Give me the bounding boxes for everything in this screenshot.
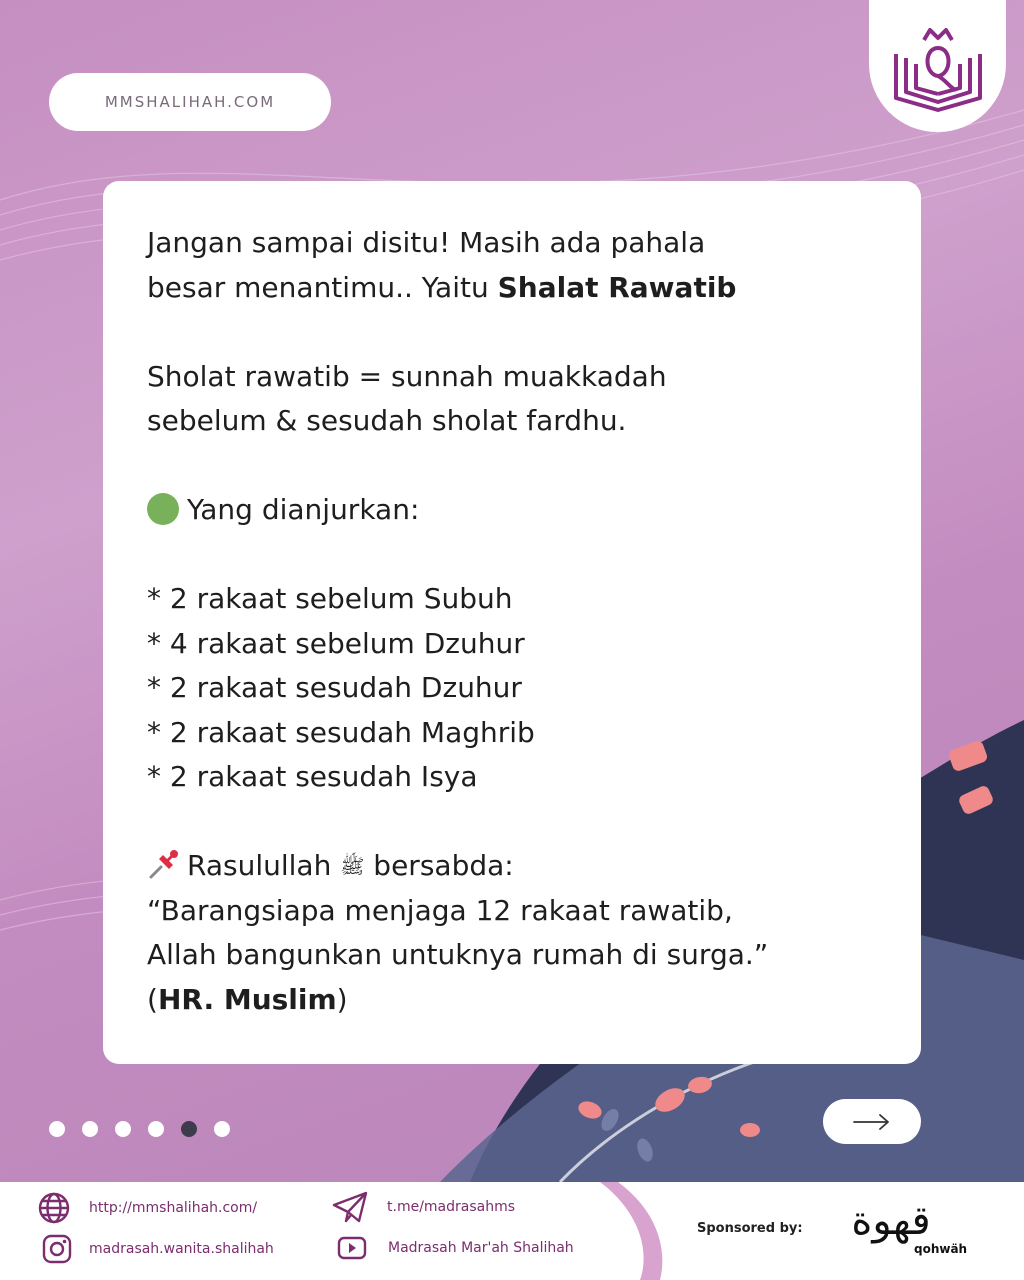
page-dot-5[interactable] — [181, 1121, 197, 1137]
card-line-1: Jangan sampai disitu! Masih ada pahala — [147, 226, 706, 259]
page-dot-3[interactable] — [115, 1121, 131, 1137]
salawat-symbol: ﷺ — [340, 854, 365, 878]
card-line-2-text: besar menantimu.. Yaitu — [147, 270, 498, 304]
definition-line-1: Sholat rawatib = sunnah muakkadah — [147, 359, 667, 393]
footer-telegram-link[interactable] — [331, 1190, 515, 1224]
hadith-quote-1: “Barangsiapa menjaga 12 rakaat rawatib, — [147, 893, 733, 927]
page-dot-4[interactable] — [148, 1121, 164, 1137]
sponsor-arabic-wordmark: قهوة — [851, 1198, 931, 1244]
telegram-icon — [331, 1190, 369, 1224]
source-name: HR. Muslim — [157, 982, 337, 1016]
footer-instagram-link[interactable] — [41, 1233, 274, 1265]
green-circle-icon — [147, 493, 179, 525]
definition-line-2: sebelum & sesudah sholat fardhu. — [147, 404, 627, 437]
footer-youtube-link[interactable] — [337, 1236, 574, 1260]
hadith-quote-2: Allah bangunkan untuknya rumah di surga.” — [147, 938, 769, 971]
list-item: * 2 rakaat sesudah Dzuhur — [147, 671, 522, 704]
youtube-text: Madrasah Mar'ah Shalihah — [388, 1240, 574, 1256]
sponsor-name: qohwäh — [914, 1242, 968, 1256]
hadith-intro-a: Rasulullah — [187, 849, 341, 882]
telegram-text: t.me/madrasahms — [387, 1199, 516, 1215]
instagram-text: madrasah.wanita.shalihah — [89, 1241, 274, 1257]
globe-icon — [37, 1191, 71, 1225]
site-label: MMSHALIHAH.COM — [104, 93, 276, 111]
list-item: * 2 rakaat sesudah Isya — [147, 760, 478, 793]
hadith-source — [147, 978, 877, 1023]
card-line-2 — [147, 266, 877, 311]
source-open: ( — [147, 982, 158, 1016]
list-item: * 2 rakaat sesudah Maghrib — [147, 715, 535, 749]
sponsor-logo[interactable] — [836, 1198, 976, 1264]
youtube-icon — [337, 1236, 367, 1260]
content-card — [103, 181, 921, 1064]
pushpin-icon — [147, 847, 181, 881]
sponsor-label: Sponsored by: — [697, 1221, 803, 1236]
brand-logo[interactable] — [869, 0, 1006, 132]
madrasah-crown-book-icon — [886, 18, 990, 114]
recommended-heading-text: Yang dianjurkan: — [187, 493, 420, 526]
page-dot-2[interactable] — [82, 1121, 98, 1137]
pagination-dots — [49, 1121, 230, 1137]
page-dot-1[interactable] — [49, 1121, 65, 1137]
recommended-heading — [147, 488, 877, 533]
footer-website-link[interactable] — [37, 1191, 257, 1225]
instagram-icon — [41, 1233, 73, 1265]
hadith-intro-b: bersabda: — [364, 849, 514, 882]
source-close: ) — [336, 982, 348, 1016]
page-dot-6[interactable] — [214, 1121, 230, 1137]
hadith-intro — [147, 844, 877, 889]
next-button[interactable] — [823, 1099, 921, 1144]
list-item: * 4 rakaat sebelum Dzuhur — [147, 626, 525, 660]
site-label-pill[interactable] — [49, 73, 331, 131]
shalat-rawatib-title: Shalat Rawatib — [497, 270, 737, 304]
arrow-right-icon — [852, 1112, 892, 1132]
website-text: http://mmshalihah.com/ — [89, 1200, 258, 1216]
list-item: * 2 rakaat sebelum Subuh — [147, 582, 513, 615]
